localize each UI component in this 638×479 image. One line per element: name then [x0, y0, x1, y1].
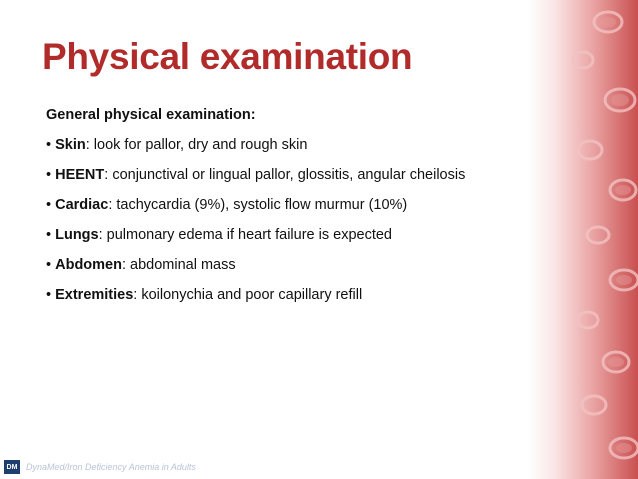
slide-title: Physical examination: [42, 36, 413, 77]
bullet-item-skin: [46, 135, 546, 165]
bullet-symbol: •: [46, 257, 52, 273]
bullet-text: : conjunctival or lingual pallor, glossitis, angular cheilosis: [104, 167, 466, 183]
bullet-item-lungs: [46, 225, 546, 255]
bullet-item-cardiac: [46, 195, 546, 225]
bullet-text: : tachycardia (9%), systolic flow murmur (10%): [108, 197, 408, 213]
bullet-symbol: •: [46, 287, 52, 303]
bullet-symbol: •: [46, 197, 52, 213]
bullet-text: : koilonychia and poor capillary refill: [133, 287, 363, 303]
bullet-term: HEENT: [55, 167, 105, 183]
bullet-text: : pulmonary edema if heart failure is expected: [98, 227, 392, 243]
bullet-item-heent: [46, 165, 546, 195]
bullet-term: Lungs: [55, 227, 99, 243]
slide-body: [46, 105, 546, 315]
bullet-item-extremities: [46, 285, 546, 315]
bullet-term: Cardiac: [55, 197, 109, 213]
bullet-symbol: •: [46, 167, 52, 183]
section-subheading: General physical examination:: [46, 107, 256, 123]
bullet-symbol: •: [46, 227, 52, 243]
bullet-text: : abdominal mass: [121, 257, 236, 273]
bullet-text: : look for pallor, dry and rough skin: [85, 137, 308, 153]
bullet-term: Skin: [55, 137, 86, 153]
footer-source: DynaMed/Iron Deficiency Anemia in Adults: [26, 462, 196, 472]
bullet-symbol: •: [46, 137, 52, 153]
dynamed-logo: DM: [4, 460, 20, 474]
bullet-term: Abdomen: [55, 257, 122, 273]
bullet-term: Extremities: [55, 287, 134, 303]
bullet-item-abdomen: [46, 255, 546, 285]
slide-footer: [4, 459, 196, 475]
